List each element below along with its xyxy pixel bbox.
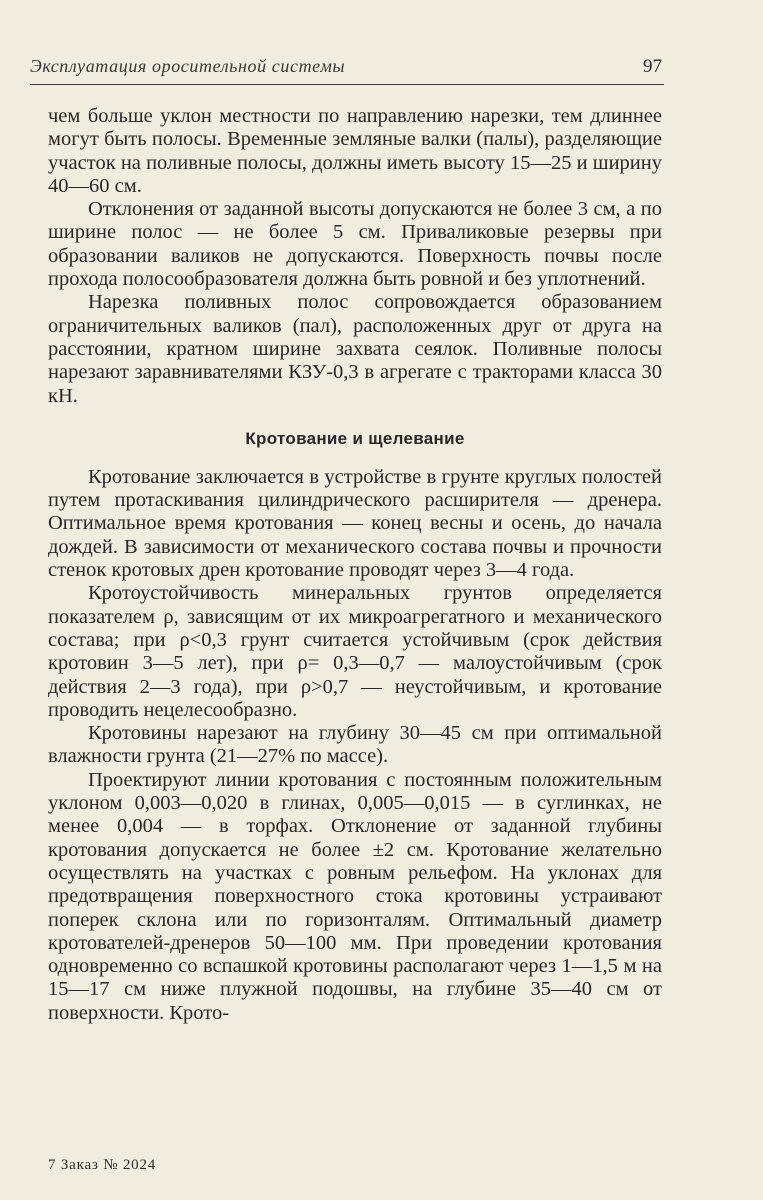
section-heading: Кротование и щелевание — [245, 428, 465, 448]
paragraph: Кротоустойчивость минеральных грунтов определяется показателем ρ, зависящим от их микроагрегатного и механического состава; при ρ<0,3 грунт считается устойчивым (срок действия кротовин 3—5 лет), при ρ= 0,3—0,7 — малоустойчивым (срок действия 2—3 года), при ρ>0,7 — неустойчивым, и кротование проводить нецелесообразно. — [48, 582, 662, 721]
paragraph: Кротовины нарезают на глубину 30—45 см при оптимальной влажности грунта (21—27% по массе). — [48, 722, 662, 768]
paragraph: Кротование заключается в устройстве в грунте круглых полостей путем протаскивания цилиндрического расширителя — дренера. Оптимальное время кротования — конец весны и осень, до начала дождей. В зависимости от механического состава почвы и прочности стенок кротовых дрен кротование проводят через 3—4 года. — [48, 465, 662, 582]
printer-signature: 7 Заказ № 2024 — [48, 1157, 157, 1173]
paragraph: Отклонения от заданной высоты допускаются не более 3 см, а по ширине полос — не более 5 см. Приваликовые резервы при образовании валиков не допускаются. Поверхность почвы после прохода полосообразователя должна быть ровной и без уплотнений. — [48, 198, 662, 291]
page-number: 97 — [643, 56, 662, 77]
header-rule — [30, 84, 664, 85]
paragraph: Нарезка поливных полос сопровождается образованием ограничительных валиков (пал), расположенных друг от друга на расстоянии, кратном ширине захвата сеялок. Поливные полосы нарезают заравнивателями КЗУ-0,3 в агрегате с тракторами класса 30 кН. — [48, 291, 662, 407]
paragraph: Проектируют линии кротования с постоянным положительным уклоном 0,003—0,020 в глинах, 0,005—0,015 — в суглинках, не менее 0,004 — в торфах. Отклонение от заданной глубины кротования допускается не более ±2 см. Кротование желательно осуществлять на участках с ровным рельефом. На уклонах для предотвращения поверхностного стока кротовины устраивают поперек склона или по горизонталям. Оптимальный диаметр кротователей-дренеров 50—100 мм. При проведении кротования одновременно со вспашкой кротовины располагают через 1—1,5 м на 15—17 см ниже плужной подошвы, на глубине 35—40 см от поверхности. Крото- — [48, 768, 662, 1024]
running-title: Эксплуатация оросительной системы — [30, 56, 346, 76]
paragraph-continuation: чем больше уклон местности по направлению нарезки, тем длиннее могут быть полосы. Временные земляные валки (палы), разделяющие участок на поливные полосы, должны иметь высоту 15—25 и ширину 40—60 см. — [48, 105, 662, 197]
body-text — [48, 105, 662, 1025]
